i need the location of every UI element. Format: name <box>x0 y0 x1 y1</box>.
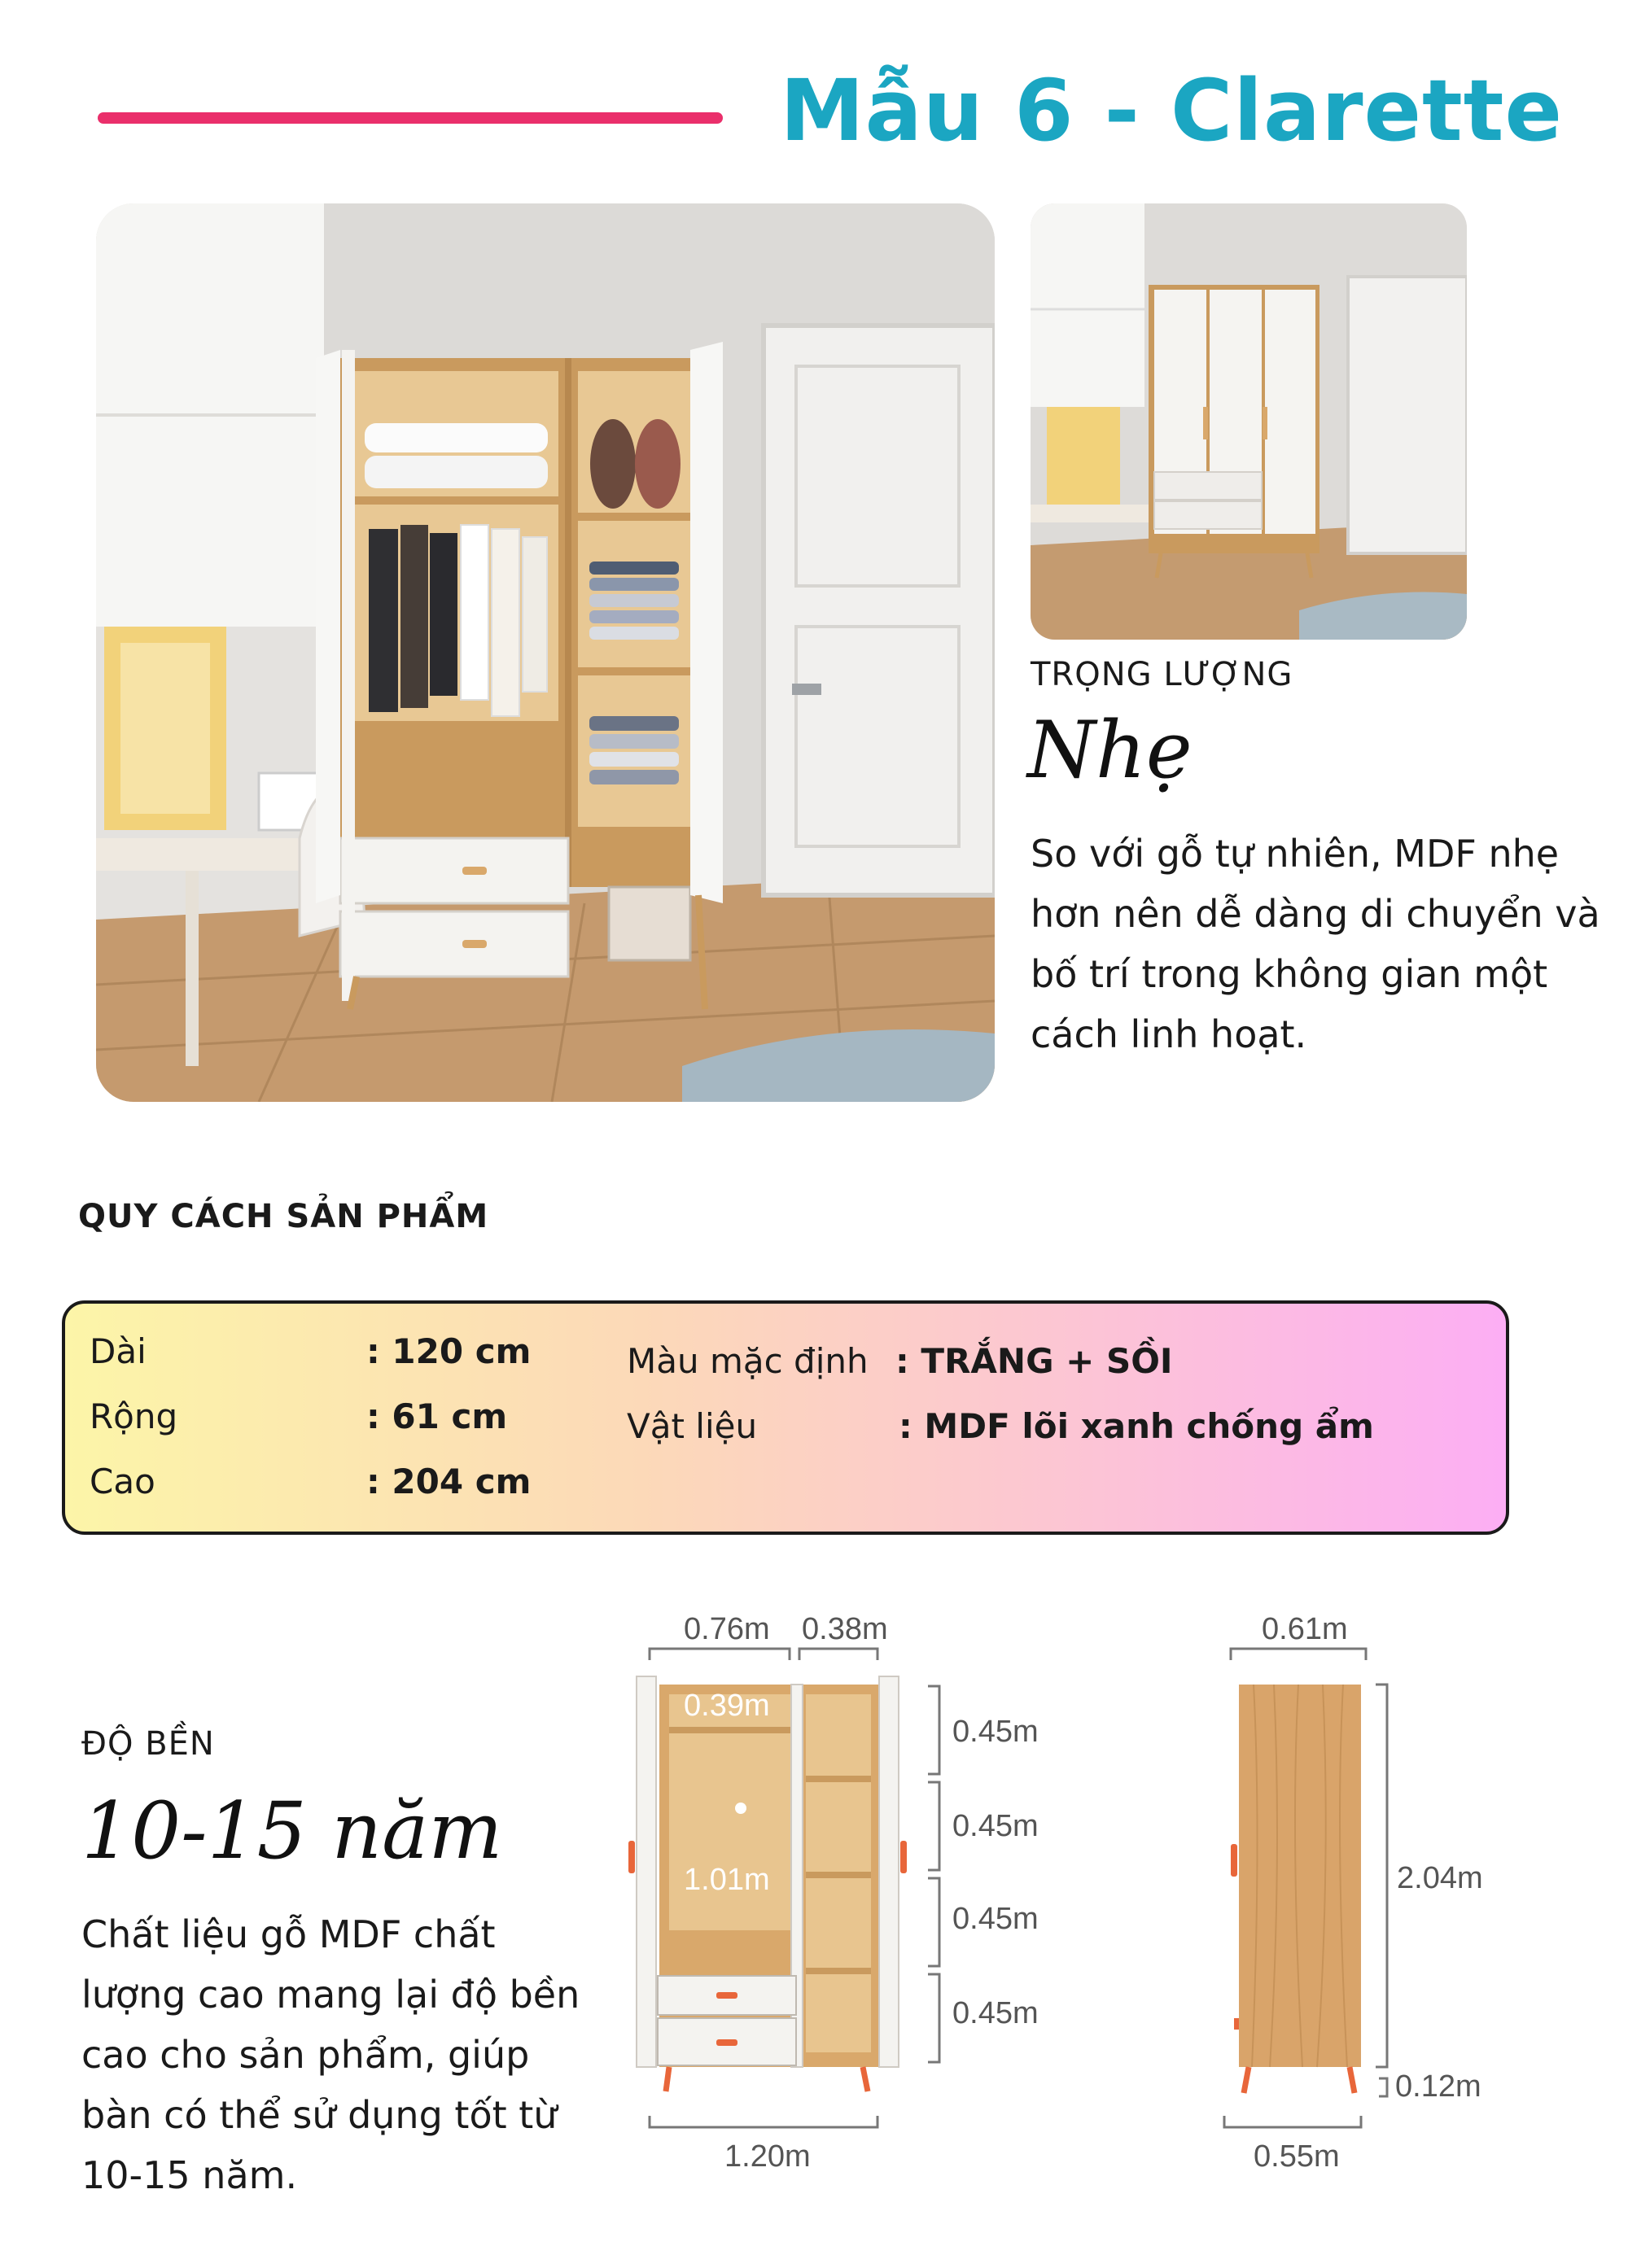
weight-description: So với gỗ tự nhiên, MDF nhẹ hơn nên dễ dàng di chuyển và bố trí trong không gian một cách linh hoạt. <box>1031 832 1600 1056</box>
dimension-diagram <box>619 1595 1514 2181</box>
spec-height-value: : 204 cm <box>366 1462 532 1501</box>
spec-box <box>62 1300 1509 1535</box>
spec-color-label: Màu mặc định <box>627 1341 869 1381</box>
dim-front-width: 1.20m <box>724 2139 811 2174</box>
spec-heading: QUY CÁCH SẢN PHẨM <box>78 1198 489 1235</box>
page-title: Mẫu 6 - Clarette <box>780 61 1563 160</box>
durability-headline: 10-15 năm <box>81 1785 503 1877</box>
spec-color-value: : TRẮNG + SỒI <box>895 1341 1173 1381</box>
spec-length-label: Dài <box>90 1331 147 1371</box>
dim-leg-height: 0.12m <box>1395 2069 1481 2104</box>
spec-width-value: : 61 cm <box>366 1396 508 1436</box>
dim-side-depth-top: 0.61m <box>1262 1612 1348 1646</box>
dim-shelf-4: 0.45m <box>952 1996 1039 2030</box>
dim-side-height: 2.04m <box>1397 1861 1483 1895</box>
spec-height-label: Cao <box>90 1462 155 1501</box>
dim-hanging-height: 1.01m <box>684 1863 770 1897</box>
dim-shelf-2: 0.45m <box>952 1809 1039 1843</box>
spec-length-value: : 120 cm <box>366 1331 532 1371</box>
front-view <box>628 1649 939 2127</box>
durability-eyebrow: ĐỘ BỀN <box>81 1725 215 1763</box>
dim-inner-width: 0.39m <box>684 1689 770 1723</box>
dim-front-top-right: 0.38m <box>802 1612 888 1646</box>
dim-shelf-3: 0.45m <box>952 1902 1039 1936</box>
dim-shelf-1: 0.45m <box>952 1715 1039 1749</box>
durability-description: Chất liệu gỗ MDF chất lượng cao mang lại độ bền cao cho sản phẩm, giúp bàn có thể sử dụng tốt từ 10-15 năm. <box>81 1912 580 2197</box>
closed-wardrobe-photo <box>1031 203 1467 640</box>
header-accent-line <box>98 112 723 124</box>
dim-front-top-left: 0.76m <box>684 1612 770 1646</box>
main-room-photo <box>96 203 995 1102</box>
spec-material-label: Vật liệu <box>627 1406 758 1446</box>
side-view <box>1224 1649 1387 2127</box>
weight-eyebrow: TRỌNG LƯỢNG <box>1031 656 1293 693</box>
spec-material-value: : MDF lõi xanh chống ẩm <box>899 1406 1374 1446</box>
spec-width-label: Rộng <box>90 1396 178 1436</box>
weight-headline: Nhẹ <box>1027 705 1193 796</box>
dim-side-depth-bottom: 0.55m <box>1254 2139 1340 2174</box>
